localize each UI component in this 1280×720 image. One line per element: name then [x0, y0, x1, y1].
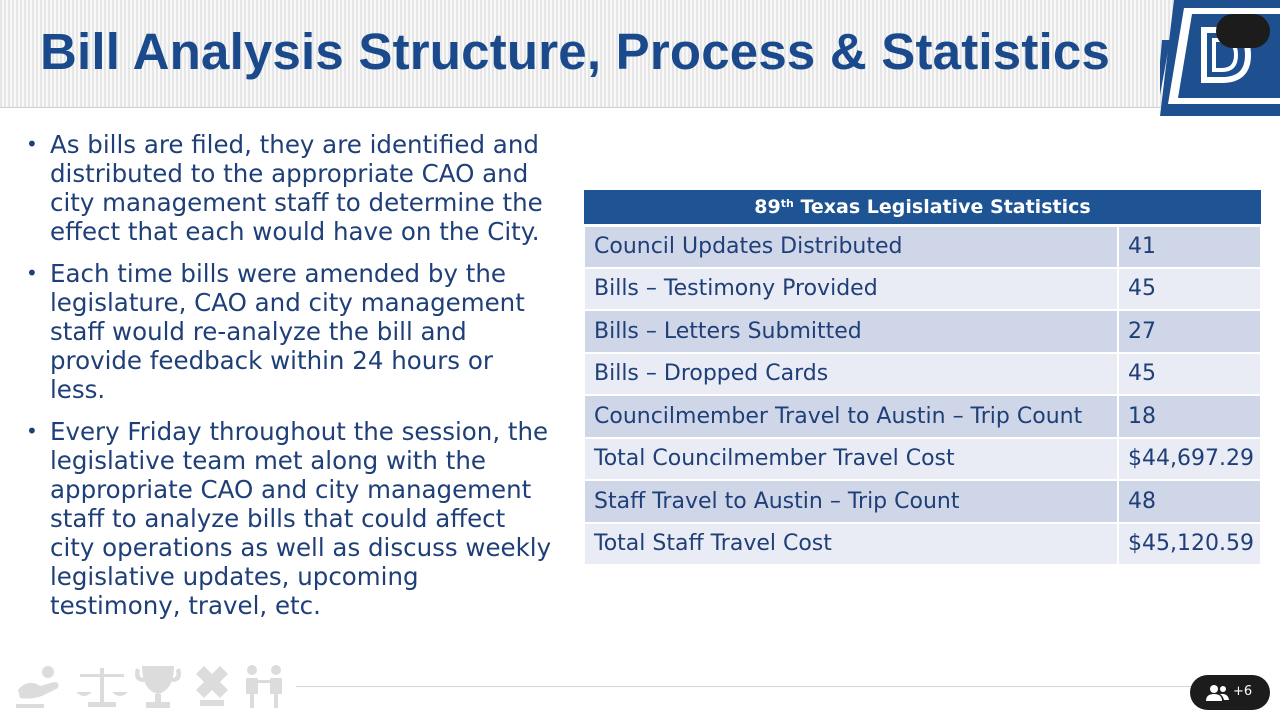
row-value: 41 — [1118, 225, 1261, 268]
row-value: $44,697.29 — [1118, 438, 1261, 481]
collaboration-icon — [196, 666, 228, 706]
row-value: 27 — [1118, 310, 1261, 353]
bullet-glyph: • — [26, 132, 38, 156]
header-text: Texas Legislative Statistics — [793, 195, 1091, 218]
bullet-item — [24, 259, 554, 404]
helping-hands-icon — [16, 666, 59, 708]
participants-count: +6 — [1233, 684, 1253, 699]
legislative-stats-table — [583, 190, 1262, 566]
row-value: 45 — [1118, 353, 1261, 396]
row-label: Bills – Testimony Provided — [584, 268, 1118, 311]
row-value: 45 — [1118, 268, 1261, 311]
row-label: Total Councilmember Travel Cost — [584, 438, 1118, 481]
row-value: 48 — [1118, 480, 1261, 523]
table-row — [584, 225, 1261, 268]
bullet-glyph: • — [26, 261, 38, 285]
row-label: Staff Travel to Austin – Trip Count — [584, 480, 1118, 523]
bullet-list — [24, 130, 554, 633]
row-label: Councilmember Travel to Austin – Trip Count — [584, 395, 1118, 438]
table-row — [584, 310, 1261, 353]
participants-icon — [1206, 684, 1230, 702]
record-indicator[interactable] — [1216, 14, 1270, 48]
footer-values-icons — [14, 660, 294, 716]
scales-of-justice-icon — [76, 668, 128, 707]
slide-title: Bill Analysis Structure, Process & Statistics — [40, 23, 1111, 80]
table-row — [584, 395, 1261, 438]
row-label: Bills – Dropped Cards — [584, 353, 1118, 396]
table-row — [584, 268, 1261, 311]
bullet-text: Every Friday throughout the session, the legislative team met along with the appropriate CAO and city management staff to analyze bills that could affect city operations as well as discuss weekly legislative updates, upcoming testimony, travel, etc. — [50, 417, 552, 620]
table-row — [584, 523, 1261, 566]
footer-divider — [296, 686, 1226, 687]
table-row — [584, 353, 1261, 396]
row-value: $45,120.59 — [1118, 523, 1261, 566]
table-row — [584, 438, 1261, 481]
bullet-text: Each time bills were amended by the legislature, CAO and city management staff would re-analyze the bill and provide feedback within 24 hours or less. — [50, 259, 525, 404]
header-number: 89 — [754, 195, 781, 218]
people-icon — [246, 665, 282, 708]
bullet-glyph: • — [26, 419, 38, 443]
row-value: 18 — [1118, 395, 1261, 438]
slide-header — [0, 0, 1280, 108]
bullet-item — [24, 130, 554, 246]
bullet-item — [24, 417, 554, 620]
row-label: Total Staff Travel Cost — [584, 523, 1118, 566]
row-label: Bills – Letters Submitted — [584, 310, 1118, 353]
row-label: Council Updates Distributed — [584, 225, 1118, 268]
participants-button[interactable] — [1190, 675, 1270, 710]
table-row — [584, 480, 1261, 523]
bullet-text: As bills are filed, they are identified and distributed to the appropriate CAO and city management staff to determine the effect that each would have on the City. — [50, 130, 543, 246]
table-header — [584, 190, 1261, 225]
trophy-icon — [135, 666, 181, 708]
header-suffix: th — [780, 196, 794, 210]
